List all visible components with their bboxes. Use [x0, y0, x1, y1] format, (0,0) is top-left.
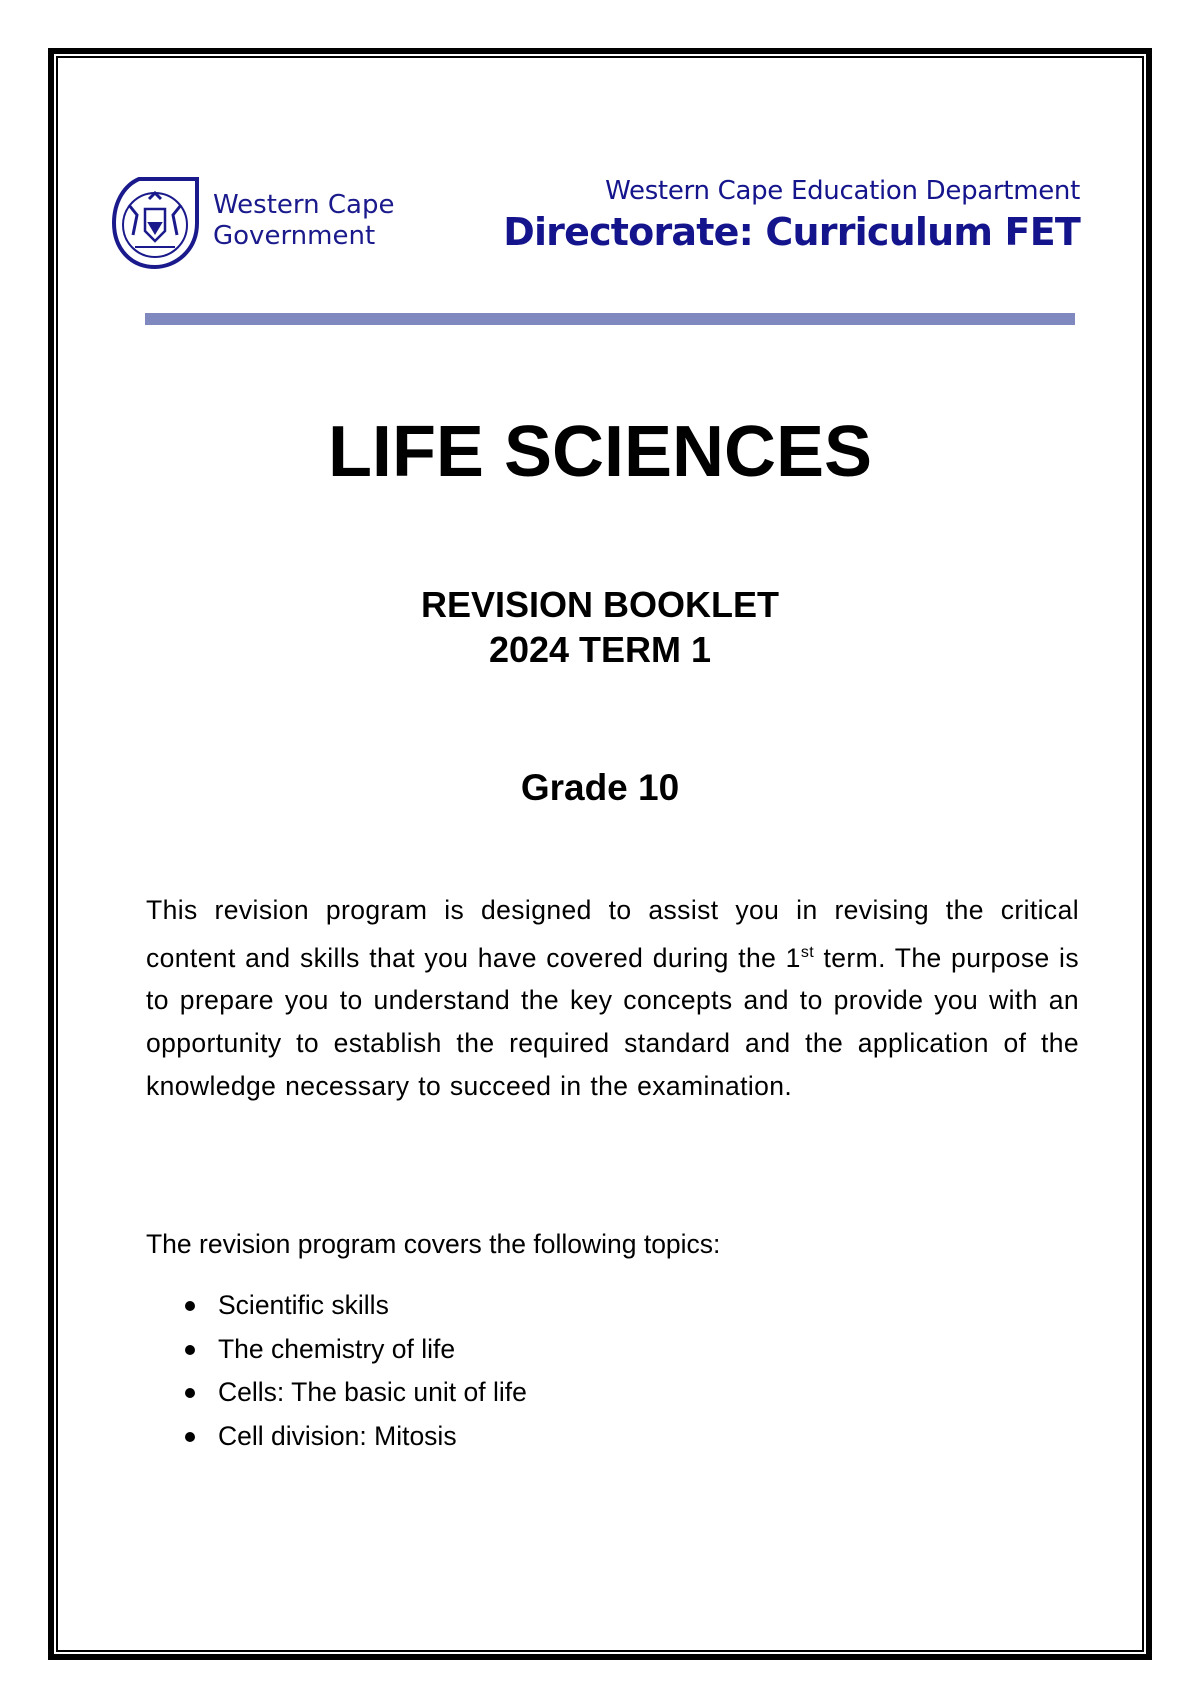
western-cape-coat-of-arms-logo [109, 175, 204, 271]
topic-label: Cell division: Mitosis [218, 1420, 457, 1451]
bullet-icon [185, 1301, 195, 1311]
bullet-icon [185, 1388, 195, 1398]
bullet-icon [185, 1345, 195, 1355]
topic-item [146, 1328, 527, 1372]
department-name: Western Cape Education Department [605, 176, 1080, 206]
directorate-name: Directorate: Curriculum FET [503, 210, 1080, 254]
logo-text-line-1: Western Cape [213, 190, 395, 220]
topic-label: The chemistry of life [218, 1333, 456, 1364]
intro-text-1: This revision program is designed to assist you in revising the critical content and skills that you have covered during the 1 [146, 895, 1079, 973]
header-divider-bar [145, 313, 1075, 325]
department-header [503, 174, 1080, 256]
intro-paragraph [146, 889, 1079, 1107]
grade-label: Grade 10 [520, 767, 680, 808]
topic-label: Scientific skills [218, 1290, 389, 1320]
subtitle-line-2: 2024 TERM 1 [488, 629, 712, 670]
topic-item [146, 1415, 527, 1459]
document-subtitle [0, 582, 1200, 672]
intro-text-2: term. The purpose is to prepare you to understand the key concepts and to provide you with an opportunity to establish the required standard and the application of the knowledge necessary to succeed in the examination. [146, 942, 1079, 1101]
topic-label: Cells: The basic unit of life [218, 1377, 527, 1407]
topic-item [146, 1284, 527, 1328]
logo-text [213, 190, 394, 252]
topics-list [146, 1284, 527, 1458]
logo-text-line-2: Government [213, 221, 376, 251]
document-title: LIFE SCIENCES [327, 412, 873, 492]
subtitle-line-1: REVISION BOOKLET [420, 584, 780, 625]
topics-intro: The revision program covers the following topics: [146, 1229, 721, 1259]
bullet-icon [185, 1432, 195, 1442]
intro-superscript: st [800, 943, 815, 961]
topic-item [146, 1371, 527, 1415]
